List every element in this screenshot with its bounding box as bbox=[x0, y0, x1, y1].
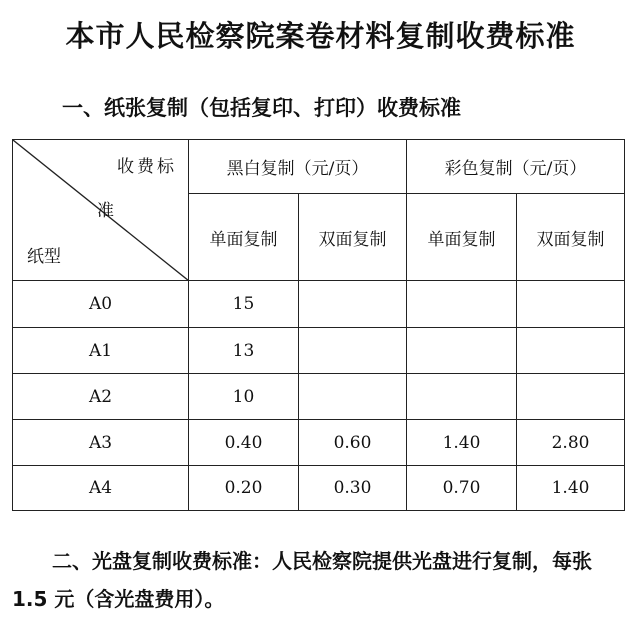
header-bw-copy: 黑白复制（元/页） bbox=[189, 140, 407, 194]
bw-single-cell: 0.40 bbox=[189, 420, 299, 466]
paper-type-cell: A0 bbox=[13, 281, 189, 328]
color-double-cell bbox=[517, 281, 625, 328]
header-color-copy: 彩色复制（元/页） bbox=[407, 140, 625, 194]
section-2-heading: 二、光盘复制收费标准： bbox=[52, 549, 272, 573]
color-single-cell bbox=[407, 281, 517, 328]
color-double-cell: 2.80 bbox=[517, 420, 625, 466]
color-double-cell bbox=[517, 374, 625, 420]
corner-header-paper-type: 纸型 bbox=[27, 247, 61, 267]
table-row bbox=[13, 420, 625, 466]
color-single-cell: 0.70 bbox=[407, 466, 517, 511]
paper-type-cell: A3 bbox=[13, 420, 189, 466]
header-bw-double: 双面复制 bbox=[299, 194, 407, 281]
corner-header-top: 收费标 bbox=[117, 157, 177, 177]
bw-double-cell: 0.30 bbox=[299, 466, 407, 511]
color-double-cell: 1.40 bbox=[517, 466, 625, 511]
bw-double-cell: 0.60 bbox=[299, 420, 407, 466]
table-row bbox=[13, 281, 625, 328]
header-color-double: 双面复制 bbox=[517, 194, 625, 281]
paper-type-cell: A1 bbox=[13, 328, 189, 374]
bw-single-cell: 13 bbox=[189, 328, 299, 374]
bw-single-cell: 10 bbox=[189, 374, 299, 420]
table-row bbox=[13, 466, 625, 511]
table-row bbox=[13, 328, 625, 374]
section-2-body: 人民检察院提供光盘进行复制，每张 1.5 元（含光盘费用）。 bbox=[12, 549, 592, 611]
header-color-single: 单面复制 bbox=[407, 194, 517, 281]
bw-single-cell: 0.20 bbox=[189, 466, 299, 511]
color-single-cell bbox=[407, 328, 517, 374]
table-corner-cell bbox=[13, 140, 189, 281]
paper-type-cell: A2 bbox=[13, 374, 189, 420]
document-title: 本市人民检察院案卷材料复制收费标准 bbox=[65, 19, 576, 53]
color-double-cell bbox=[517, 328, 625, 374]
fee-table bbox=[12, 139, 625, 511]
header-bw-single: 单面复制 bbox=[189, 194, 299, 281]
color-single-cell bbox=[407, 374, 517, 420]
bw-double-cell bbox=[299, 328, 407, 374]
corner-header-mid: 准 bbox=[97, 201, 114, 221]
section-2-paragraph bbox=[12, 542, 628, 618]
bw-single-cell: 15 bbox=[189, 281, 299, 328]
section-1-heading: 一、纸张复制（包括复印、打印）收费标准 bbox=[62, 96, 461, 120]
color-single-cell: 1.40 bbox=[407, 420, 517, 466]
table-row bbox=[13, 374, 625, 420]
bw-double-cell bbox=[299, 281, 407, 328]
paper-type-cell: A4 bbox=[13, 466, 189, 511]
bw-double-cell bbox=[299, 374, 407, 420]
